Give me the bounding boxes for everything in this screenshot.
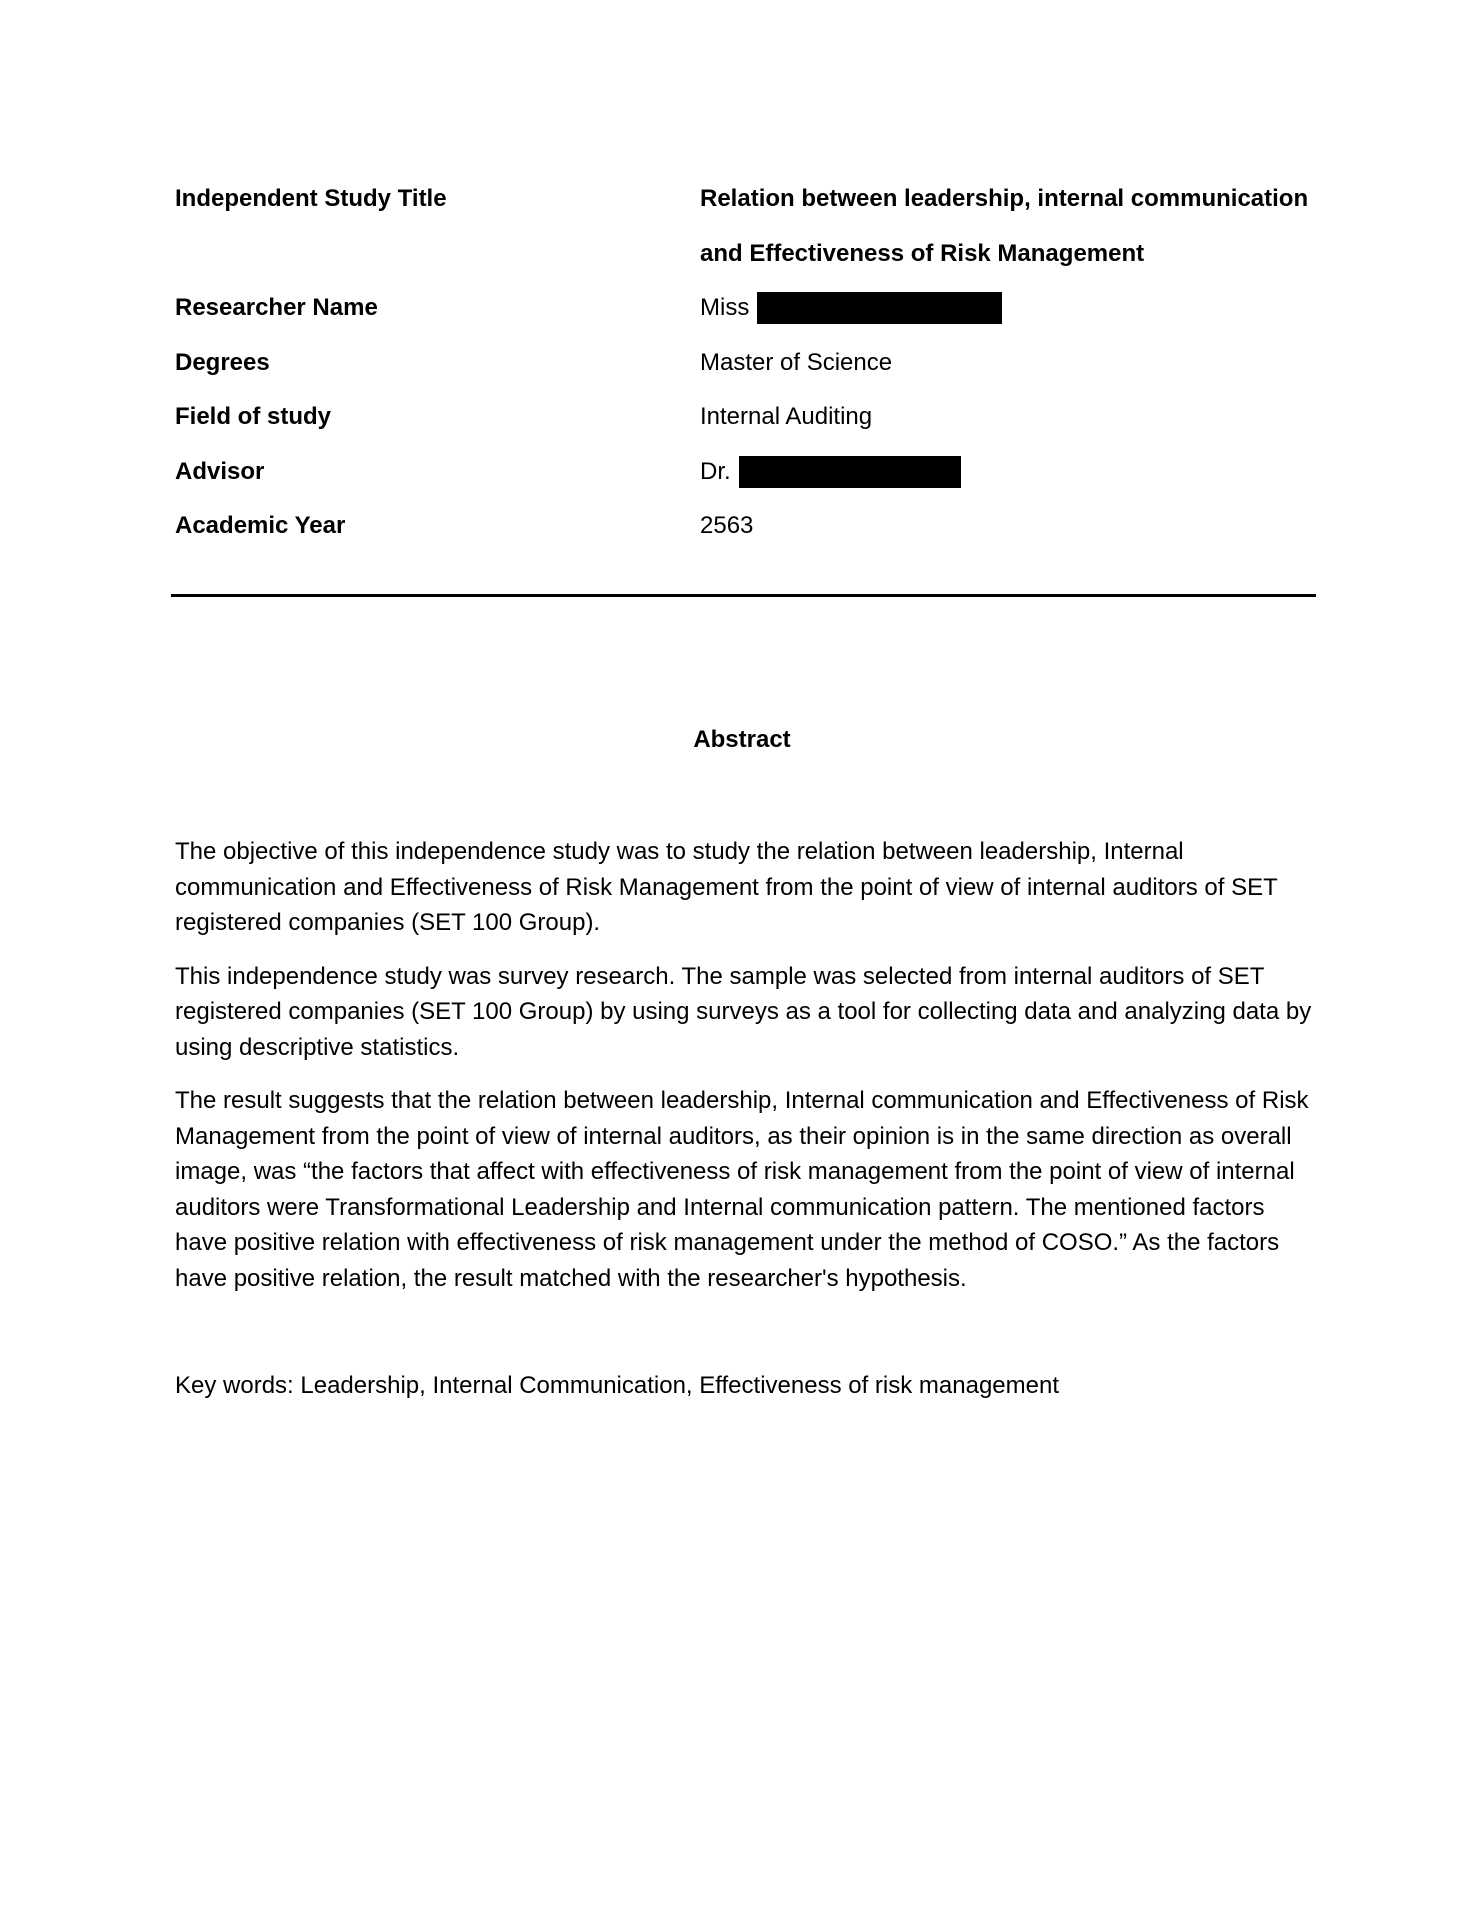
researcher-name-value — [700, 292, 1315, 324]
study-title-label: Independent Study Title — [175, 185, 447, 213]
advisor-prefix: Dr. — [700, 457, 731, 485]
researcher-prefix: Miss — [700, 294, 750, 322]
metadata-row-field — [175, 390, 1315, 445]
metadata-row-year — [175, 499, 1315, 554]
metadata-row-title-continued — [175, 227, 1315, 282]
study-title-line2: and Effectiveness of Risk Management — [700, 239, 1145, 267]
metadata-row-advisor — [175, 445, 1315, 500]
academic-year-value: 2563 — [700, 512, 754, 540]
metadata-row-researcher — [175, 281, 1315, 336]
study-title-line1: Relation between leadership, internal communication — [700, 185, 1309, 213]
researcher-name-label: Researcher Name — [175, 294, 378, 322]
metadata-row-title — [175, 172, 1315, 227]
field-of-study-label: Field of study — [175, 403, 331, 431]
keywords-line: Key words: Leadership, Internal Communication, Effectiveness of risk management — [175, 1372, 1059, 1399]
abstract-paragraph: The objective of this independence study was to study the relation between leadership, Internal communication and Effectiveness of Risk Management from the point of view of internal auditors of SET registered companies (SET 100 Group). — [175, 838, 1278, 936]
redaction-bar — [739, 456, 961, 488]
degrees-label: Degrees — [175, 348, 270, 376]
abstract-body — [175, 834, 1315, 1314]
abstract-heading: Abstract — [693, 726, 791, 753]
advisor-label: Advisor — [175, 457, 265, 485]
academic-year-label: Academic Year — [175, 512, 346, 540]
advisor-value — [700, 456, 1315, 488]
metadata-row-degrees — [175, 336, 1315, 391]
horizontal-divider — [171, 594, 1316, 597]
abstract-paragraph: This independence study was survey research. The sample was selected from internal auditors of SET registered companies (SET 100 Group) by using surveys as a tool for collecting data and analyzing data by using descriptive statistics. — [175, 962, 1312, 1061]
abstract-paragraph: The result suggests that the relation between leadership, Internal communication and Effectiveness of Risk Management from the point of view of internal auditors, as their opinion is in the same direction as overall image, was “the factors that affect with effectiveness of risk management from the point of view of internal auditors were Transformational Leadership and Internal communication pattern. The mentioned factors have positive relation with effectiveness of risk management under the method of COSO.” As the factors have positive relation, the result matched with the researcher's hypothesis. — [175, 1087, 1309, 1292]
redaction-bar — [757, 292, 1002, 324]
thesis-metadata-table — [175, 172, 1315, 554]
field-of-study-value: Internal Auditing — [700, 403, 873, 431]
degrees-value: Master of Science — [700, 348, 893, 376]
